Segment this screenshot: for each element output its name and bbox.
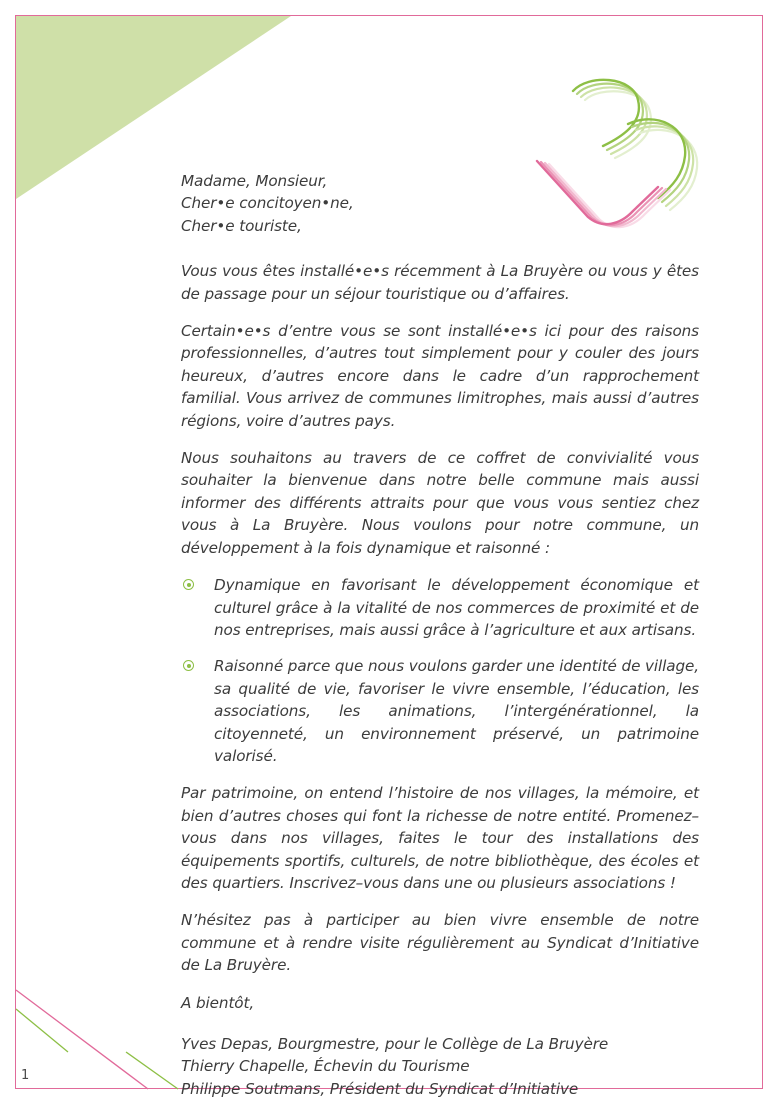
bullet-text: Dynamique en favorisant le développement économique et culturel grâce à la vitalité de nos commerces de proximité et de nos entreprises, mais aussi grâce à l’agriculture et aux artisans.: [214, 576, 699, 639]
bottom-left-lines: [16, 990, 178, 1089]
signature-line: Thierry Chapelle, Échevin du Tourisme: [181, 1057, 470, 1076]
paragraph: Nous souhaitons au travers de ce coffret de convivialité vous souhaiter la bienvenue dans notre belle commune mais aussi informer des différents attraits pour que vous vous sentiez chez vous à La Bruyère. Nous voulons pour notre commune, un développement à la fois dynamique et raisonné :: [181, 449, 699, 557]
paragraph: Vous vous êtes installé•e•s récemment à La Bruyère ou vous y êtes de passage pour un séjour touristique ou d’affaires.: [181, 262, 699, 303]
signatures: [181, 1033, 699, 1100]
bullet-circle-icon: [183, 660, 194, 671]
salutation-line: Cher•e concitoyen•ne,: [181, 194, 354, 213]
closing: A bientôt,: [181, 993, 255, 1012]
paragraph: Par patrimoine, on entend l’histoire de nos villages, la mémoire, et bien d’autres choses qui font la richesse de notre entité. Promenez–vous dans nos villages, faites le tour des installations des équipements sportifs, culturels, de notre bibliothèque, des écoles et des quartiers. Inscrivez–vous dans une ou plusieurs associations !: [181, 784, 699, 892]
salutation: [181, 170, 699, 237]
page-number: 1: [21, 1068, 30, 1083]
paragraph: N’hésitez pas à participer au bien vivre ensemble de notre commune et à rendre visite régulièrement au Syndicat d’Initiative de La Bruyère.: [181, 911, 699, 975]
signature-line: Philippe Soutmans, Président du Syndicat d’Initiative: [181, 1079, 579, 1098]
bullet-list: [181, 574, 699, 767]
letter-body: [181, 170, 699, 1100]
green-line-bottom: [126, 1052, 178, 1089]
bullet-circle-icon: [183, 579, 194, 590]
bullet-item: [181, 574, 699, 641]
salutation-line: Cher•e touriste,: [181, 216, 302, 235]
signature-line: Yves Depas, Bourgmestre, pour le Collège de La Bruyère: [181, 1035, 609, 1053]
salutation-line: Madame, Monsieur,: [181, 172, 328, 190]
bullet-text: Raisonné parce que nous voulons garder une identité de village, sa qualité de vie, favoriser le vivre ensemble, l’éducation, les associations, les animations, l’intergénérationnel, la citoyenneté, un environnement préservé, un patrimoine valorisé.: [214, 657, 700, 765]
bullet-item: [181, 655, 699, 767]
paragraph: Certain•e•s d’entre vous se sont installé•e•s ici pour des raisons professionnelles, d’autres tout simplement pour y couler des jours heureux, d’autres encore dans le cadre d’un rapprochement familial. Vous arrivez de communes limitrophes, mais aussi d’autres régions, voire d’autres pays.: [181, 322, 699, 430]
pink-line-long: [16, 990, 148, 1089]
green-line-short: [16, 1009, 68, 1052]
